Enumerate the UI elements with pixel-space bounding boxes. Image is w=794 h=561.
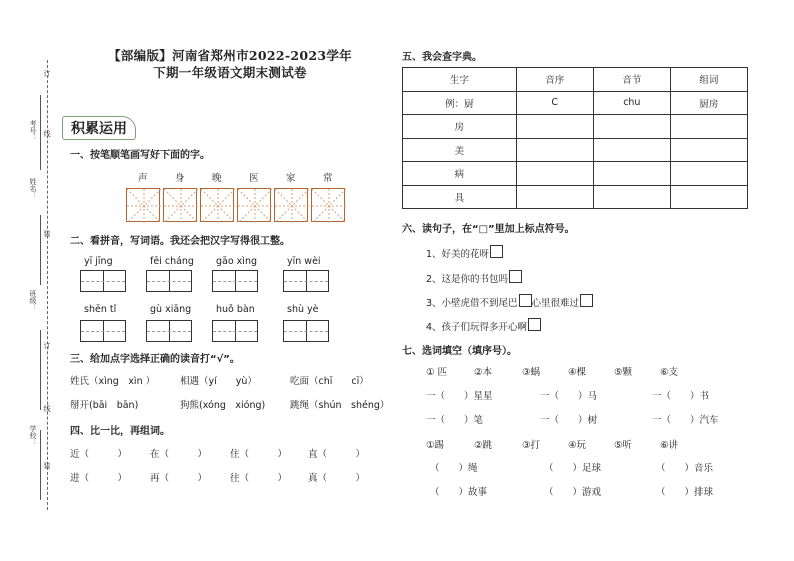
q7-title: 七、选词填空（填序号）。 xyxy=(402,346,517,357)
q2-writing-grid[interactable] xyxy=(80,320,126,342)
q4-item[interactable]: 真（ ） xyxy=(308,473,366,484)
punctuation-box[interactable] xyxy=(509,270,522,283)
answer-cell[interactable] xyxy=(670,115,747,139)
cell: 美 xyxy=(403,138,517,162)
q6-title: 六、读句子，在“□”里加上标点符号。 xyxy=(402,224,575,235)
q5-title: 五、我会查字典。 xyxy=(402,52,482,63)
q7-blank[interactable]: （ ）足球 xyxy=(544,463,602,474)
q6-sentence: 2、这是你的书包吗 xyxy=(426,274,509,285)
cell: C xyxy=(516,91,593,115)
cut-mark: 线 xyxy=(43,405,51,412)
q2-writing-grid[interactable] xyxy=(212,270,258,292)
q3-title: 三、给加点字选择正确的读音打“√”。 xyxy=(70,354,240,365)
q6-item xyxy=(426,318,541,333)
q7-option: ⑤听 xyxy=(614,440,633,451)
q7-blank[interactable]: 一（ ）书 xyxy=(652,391,710,402)
name-underline-2 xyxy=(40,215,41,285)
q7-blank[interactable]: （ ）排球 xyxy=(656,487,714,498)
q7-blank[interactable]: （ ）音乐 xyxy=(656,463,714,474)
tian-grid[interactable] xyxy=(126,188,160,222)
q7-blank[interactable]: 一（ ）星星 xyxy=(426,391,493,402)
tian-grid[interactable] xyxy=(163,188,197,222)
answer-cell[interactable] xyxy=(593,162,670,186)
q7-blank[interactable]: （ ）绳 xyxy=(430,463,478,474)
q6-item xyxy=(426,245,503,260)
q2-writing-grid[interactable] xyxy=(146,270,192,292)
q2-title: 二、看拼音，写词语。我还会把汉字写得很工整。 xyxy=(70,236,290,247)
header-cell: 组词 xyxy=(670,68,747,92)
q6-item xyxy=(426,270,522,285)
header-cell: 生字 xyxy=(403,68,517,92)
q7-option: ④玩 xyxy=(568,440,587,451)
label-class: 班级： xyxy=(29,290,37,311)
punctuation-box[interactable] xyxy=(580,294,593,307)
punctuation-box[interactable] xyxy=(519,294,532,307)
q2-pinyin: huǒ bàn xyxy=(216,304,255,315)
cut-mark: 订 xyxy=(43,342,51,349)
table-row xyxy=(403,91,748,115)
table-row xyxy=(403,162,748,186)
q1-char: 声 xyxy=(138,173,148,184)
q1-char: 常 xyxy=(323,173,333,184)
q1-char: 身 xyxy=(175,173,185,184)
table-row xyxy=(403,138,748,162)
name-underline-1 xyxy=(40,95,41,170)
q2-pinyin: shēn tǐ xyxy=(84,304,117,315)
q7-blank[interactable]: 一（ ）汽车 xyxy=(652,415,719,426)
q4-item[interactable]: 往（ ） xyxy=(230,473,288,484)
q2-writing-grid[interactable] xyxy=(283,320,329,342)
label-name: 姓名： xyxy=(29,178,37,199)
q4-item[interactable]: 进（ ） xyxy=(70,473,128,484)
q3-item[interactable]: 狗熊(xóng xióng) xyxy=(180,400,266,411)
q2-pinyin: fēi cháng xyxy=(150,256,194,267)
q4-item[interactable]: 再（ ） xyxy=(150,473,208,484)
name-underline-4 xyxy=(40,430,41,500)
answer-cell[interactable] xyxy=(516,162,593,186)
q2-writing-grid[interactable] xyxy=(80,270,126,292)
cut-mark: 线 xyxy=(43,130,51,137)
title-line-1: 【部编版】河南省郑州市2022-2023学年 xyxy=(108,48,352,63)
page-title xyxy=(95,47,365,81)
q7-option: ②本 xyxy=(474,367,493,378)
q6-sentence: 4、孩子们玩得多开心啊 xyxy=(426,322,528,333)
q1-char: 家 xyxy=(286,173,296,184)
answer-cell[interactable] xyxy=(670,185,747,209)
cell: 房 xyxy=(403,115,517,139)
q3-item[interactable]: 吃面（chī cī） xyxy=(290,376,369,387)
q2-pinyin: shù yè xyxy=(287,304,319,315)
cell: 例：厨 xyxy=(403,91,517,115)
table-row xyxy=(403,115,748,139)
q7-option: ⑤颗 xyxy=(614,367,633,378)
q3-item[interactable]: 跳绳（shún shéng） xyxy=(290,400,390,411)
q7-option: ⑥支 xyxy=(660,367,679,378)
q7-option: ③蜗 xyxy=(522,367,541,378)
q4-item[interactable]: 近（ ） xyxy=(70,449,128,460)
section-tag: 积累运用 xyxy=(62,116,136,140)
q4-item[interactable]: 直（ ） xyxy=(308,449,366,460)
q2-writing-grid[interactable] xyxy=(212,320,258,342)
q7-blank[interactable]: 一（ ）树 xyxy=(540,415,598,426)
q2-pinyin: gāo xìng xyxy=(216,256,257,267)
q7-option: ③打 xyxy=(522,440,541,451)
label-school: 学校： xyxy=(29,425,37,446)
q2-pinyin: yīn wèi xyxy=(287,256,321,267)
q7-blank[interactable]: 一（ ）马 xyxy=(540,391,598,402)
name-underline-3 xyxy=(40,330,41,410)
q3-item[interactable]: 相遇（yí yù） xyxy=(180,376,257,387)
cut-mark: 装 xyxy=(43,230,51,237)
cut-mark: 订 xyxy=(43,70,51,77)
table-header-row xyxy=(403,68,748,92)
cell: 病 xyxy=(403,162,517,186)
q1-char: 晚 xyxy=(212,173,222,184)
tian-grid[interactable] xyxy=(274,188,308,222)
punctuation-box[interactable] xyxy=(528,318,541,331)
cut-mark: 装 xyxy=(43,462,51,469)
q6-sentence: 1、好美的花呀 xyxy=(426,249,490,260)
q4-item[interactable]: 住（ ） xyxy=(230,449,288,460)
q7-blank[interactable]: （ ）故事 xyxy=(430,487,488,498)
answer-cell[interactable] xyxy=(516,115,593,139)
q1-title: 一、按笔顺笔画写好下面的字。 xyxy=(70,150,210,161)
answer-cell[interactable] xyxy=(516,138,593,162)
answer-cell[interactable] xyxy=(670,162,747,186)
q4-title: 四、比一比，再组词。 xyxy=(70,426,170,437)
q6-sentence: 3、小壁虎借不到尾巴 xyxy=(426,298,518,309)
tian-grid[interactable] xyxy=(200,188,234,222)
q7-blank[interactable]: 一（ ）笔 xyxy=(426,415,484,426)
header-cell: 音序 xyxy=(516,68,593,92)
q1-char: 医 xyxy=(249,173,259,184)
q7-option: ②跳 xyxy=(474,440,493,451)
cell: 具 xyxy=(403,185,517,209)
title-line-2: 下期一年级语文期末测试卷 xyxy=(153,65,307,80)
q2-pinyin: yī jīng xyxy=(84,256,113,267)
q2-pinyin: gù xiāng xyxy=(150,304,192,315)
q3-item[interactable]: 掰开(bāi bān) xyxy=(70,400,139,411)
answer-cell[interactable] xyxy=(593,138,670,162)
table-row xyxy=(403,185,748,209)
q7-option: ④棵 xyxy=(568,367,587,378)
answer-cell[interactable] xyxy=(593,185,670,209)
q4-item[interactable]: 在（ ） xyxy=(150,449,208,460)
tian-grid[interactable] xyxy=(311,188,345,222)
q6-item xyxy=(426,294,593,309)
q2-writing-grid[interactable] xyxy=(146,320,192,342)
cell: chu xyxy=(593,91,670,115)
answer-cell[interactable] xyxy=(593,115,670,139)
q7-option: ① 匹 xyxy=(426,367,448,378)
q3-item[interactable]: 姓氏（xìng xìn ） xyxy=(70,376,156,387)
dictionary-table xyxy=(402,67,748,209)
header-cell: 音节 xyxy=(593,68,670,92)
punctuation-box[interactable] xyxy=(490,245,503,258)
q7-blank[interactable]: （ ）游戏 xyxy=(544,487,602,498)
binding-dashed-line xyxy=(47,60,48,510)
q7-option: ⑥讲 xyxy=(660,440,679,451)
cell: 厨房 xyxy=(670,91,747,115)
q6-sentence: 心里很难过 xyxy=(531,298,580,309)
tian-grid[interactable] xyxy=(237,188,271,222)
answer-cell[interactable] xyxy=(670,138,747,162)
q7-option: ①踢 xyxy=(426,440,445,451)
label-exam-number: 考号： xyxy=(29,120,37,141)
q2-writing-grid[interactable] xyxy=(283,270,329,292)
answer-cell[interactable] xyxy=(516,185,593,209)
